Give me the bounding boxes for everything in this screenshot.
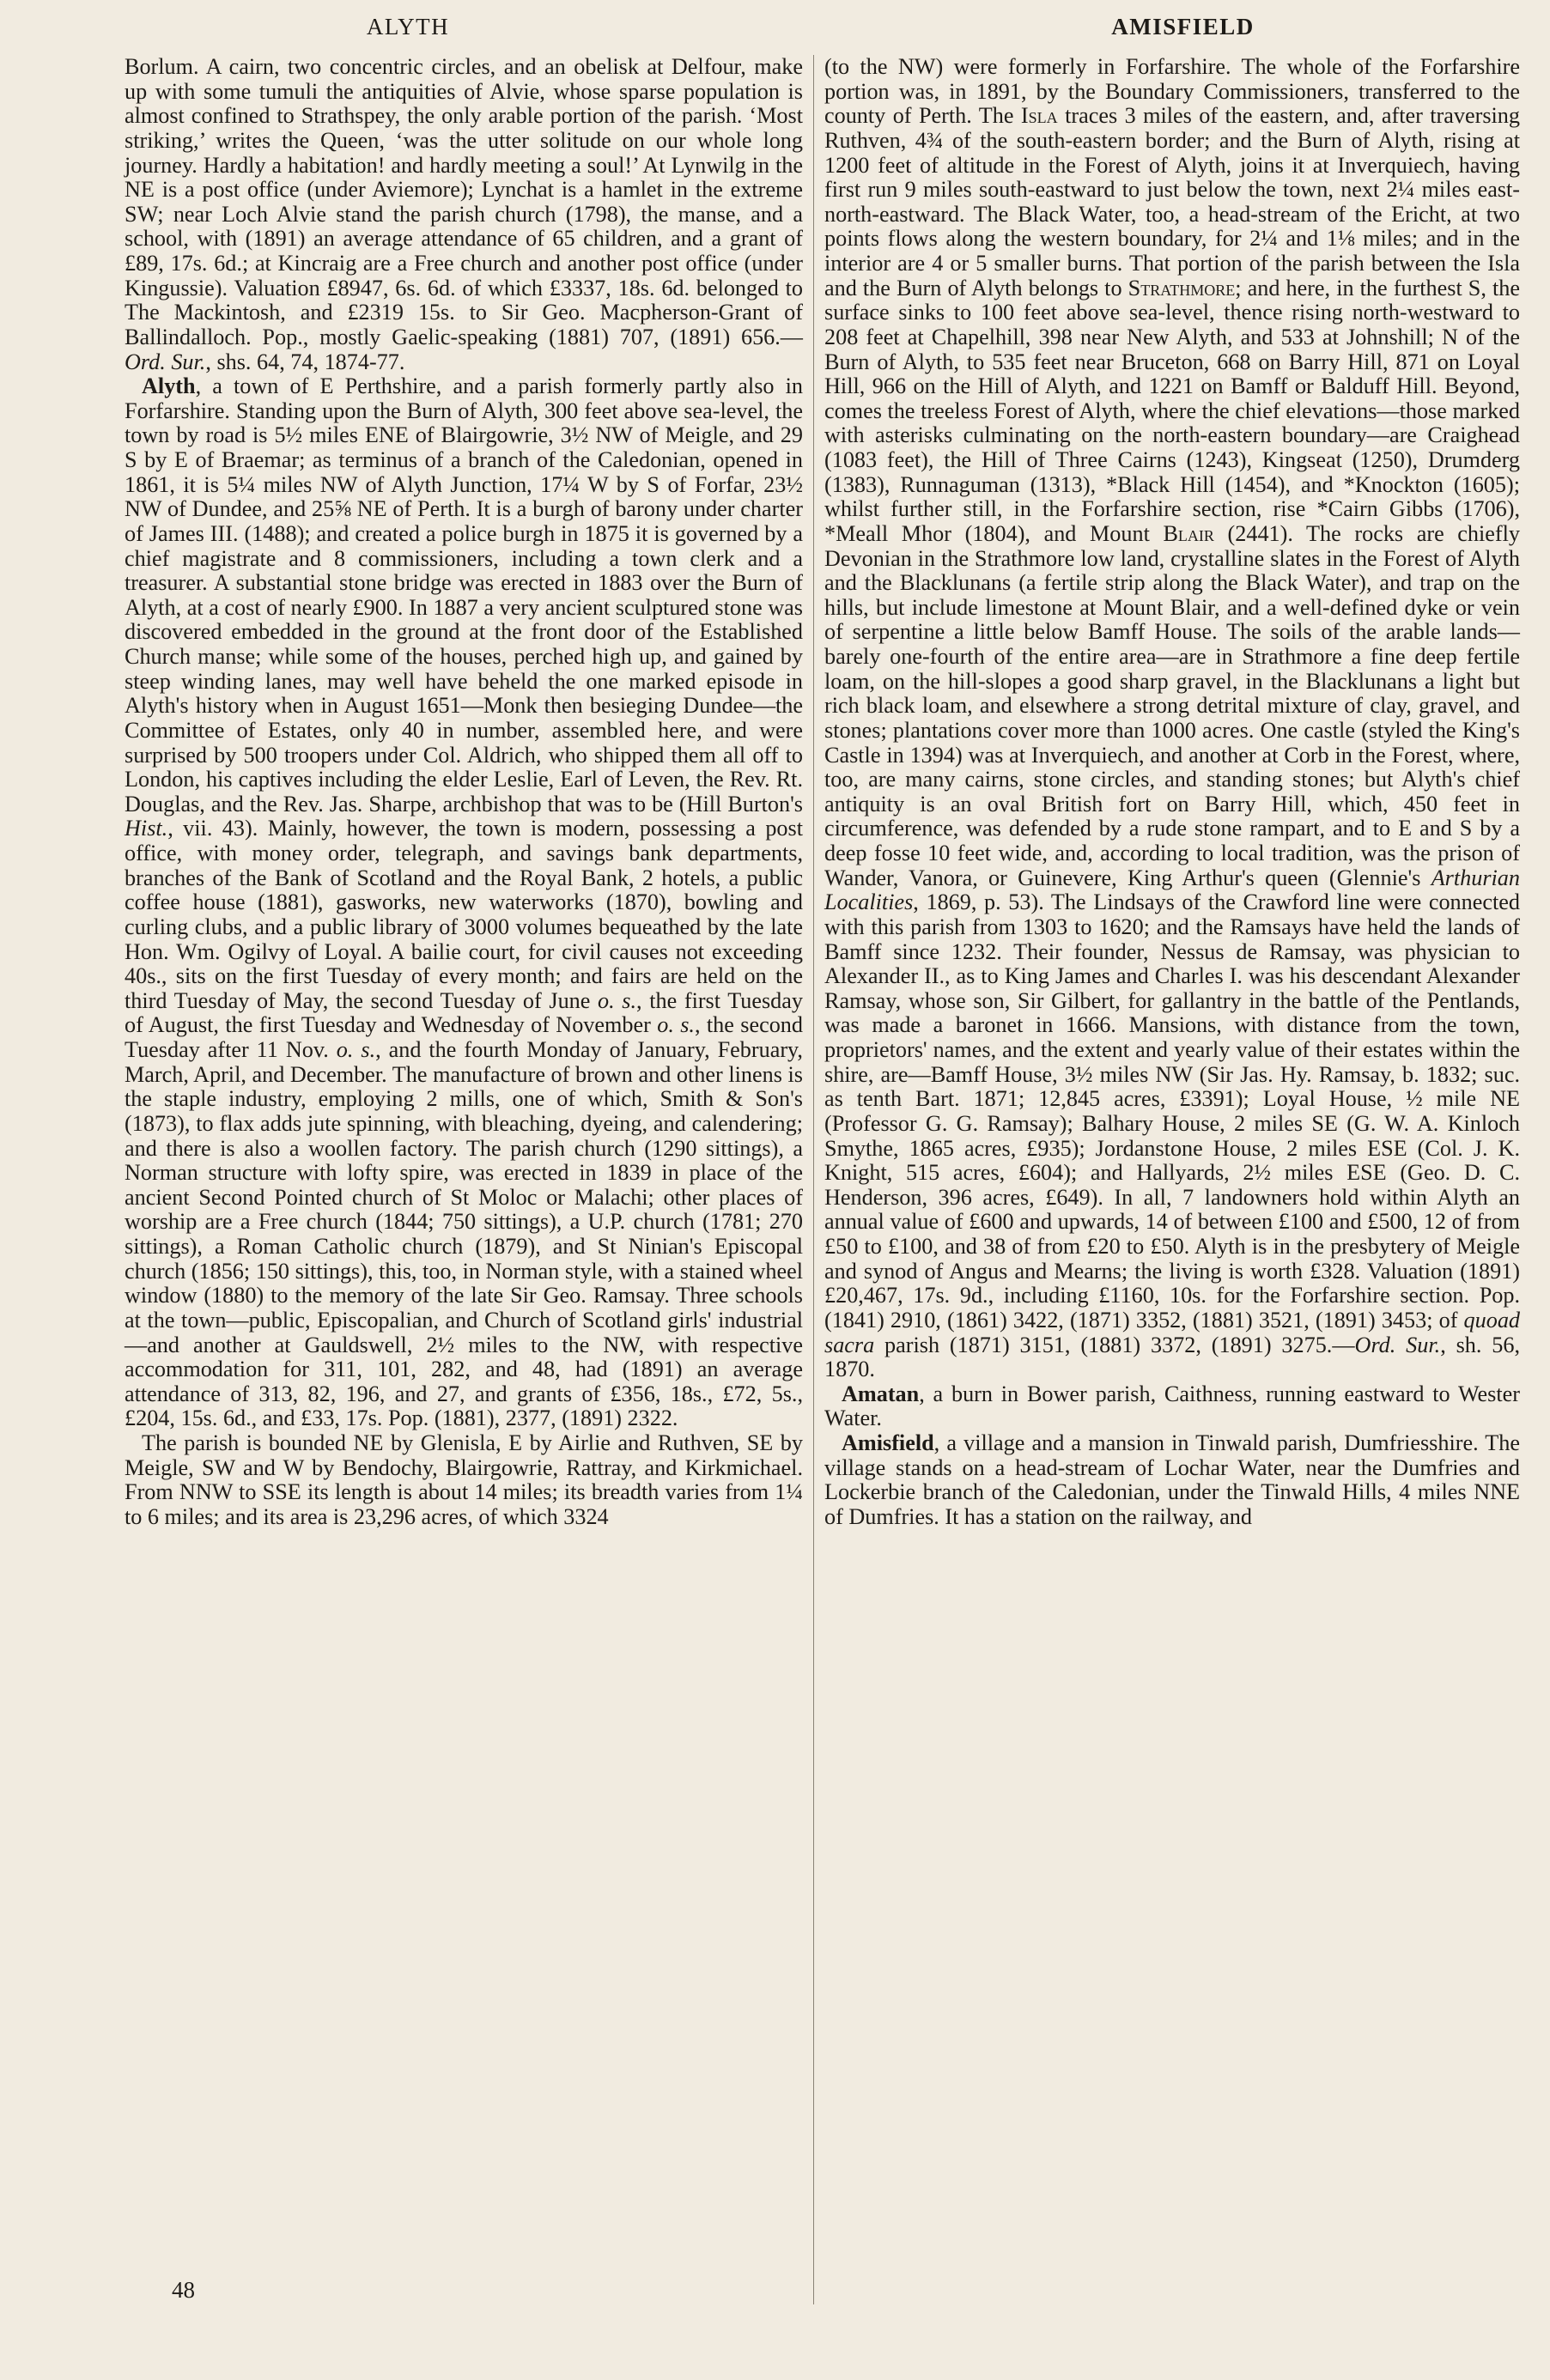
headword-alyth: Alyth (142, 373, 196, 399)
amisfield-entry: Amisfield, a village and a mansion in Tinwald parish, Dumfriesshire. The village stands on a head-stream of Lochar Water, near the Dumfries and Lockerbie branch of the Caledonian, under the Tinwald Hills, 4 miles NNE of Dumfries. It has a station on the railway, and (824, 1430, 1520, 1529)
headword-amisfield: Amisfield (842, 1430, 934, 1455)
running-head-left: ALYTH (366, 14, 450, 39)
alyth-entry: Alyth, a town of E Perthshire, and a parish formerly partly also in Forfarshire. Standing upon the Burn of Alyth, 300 feet above sea-level, the town by road is 5½ miles ENE of Blairgowrie, 3½ NW of Meigle, and 29 S by E of Braemar; as terminus of a branch of the Caledonian, opened in 1861, it is 5¼ miles NW of Alyth Junction, 17¼ W by S of Forfar, 23½ NW of Dundee, and 25⅝ NE of Perth. It is a burgh of barony under charter of James III. (1488); and created a police burgh in 1875 it is governed by a chief magistrate and 8 commissioners, including a town clerk and a treasurer. A substantial stone bridge was erected in 1883 over the Burn of Alyth, at a cost of nearly £900. In 1887 a very ancient sculptured stone was discovered embedded in the ground at the front door of the Established Church manse; while some of the houses, perched high up, and gained by steep winding lanes, may well have beheld the one marked episode in Alyth's history when in August 1651—Monk then besieging Dundee—the Committee of Estates, only 40 in number, assembled here, and were surprised by 500 troopers under Col. Aldrich, who shipped them all off to London, his captives including the elder Leslie, Earl of Leven, the Rev. Rt. Douglas, and the Rev. Jas. Sharpe, archbishop that was to be (Hill Burton's Hist., vii. 43). Mainly, however, the town is modern, possessing a post office, with money order, telegraph, and savings bank departments, branches of the Bank of Scotland and the Royal Bank, 2 hotels, a public coffee house (1881), gasworks, new waterworks (1870), bowling and curling clubs, and a public library of 3000 volumes bequeathed by the late Hon. Wm. Ogilvy of Loyal. A bailie court, for civil causes not exceeding 40s., sits on the first Tuesday of every month; and fairs are held on the third Tuesday of May, the second Tuesday of June o. s., the first Tuesday of August, the first Tuesday and Wednesday of November o. s., the second Tuesday after 11 Nov. o. s., and the fourth Monday of January, February, March, April, and December. The manufacture of brown and other linens is the staple industry, employing 2 mills, one of which, Smith & Son's (1873), to flax adds jute spinning, with bleaching, dyeing, and calendering; and there is also a woollen factory. The parish church (1290 sittings), a Norman structure with lofty spire, was erected in 1839 in place of the ancient Second Pointed church of St Moloc or Malachi; other places of worship are a Free church (1844; 750 sittings), a U.P. church (1781; 270 sittings), a Roman Catholic church (1879), and St Ninian's Episcopal church (1856; 150 sittings), this, too, in Norman style, with a stained wheel window (1880) to the memory of the late Sir Geo. Ramsay. Three schools at the town—public, Episcopalian, and Church of Scotland girls' industrial—and another at Gauldswell, 2½ miles to the NW, with respective accommodation for 311, 101, 282, and 48, had (1891) an average attendance of 313, 82, 196, and 27, and grants of £356, 18s., £72, 5s., £204, 15s. 6d., and £33, 17s. Pop. (1881), 2377, (1891) 2322. (125, 373, 803, 1431)
headword-amatan: Amatan (842, 1381, 920, 1406)
right-column (824, 55, 1520, 1530)
running-head-right: AMISFIELD (1111, 14, 1255, 39)
page-number: 48 (172, 2277, 195, 2303)
amatan-entry: Amatan, a burn in Bower parish, Caithness, running eastward to Wester Water. (824, 1381, 1520, 1431)
column-divider (813, 55, 814, 2304)
alyth-entry-continuation: (to the NW) were formerly in Forfarshire. The whole of the Forfarshire portion was, in 1891, by the Boundary Commissioners, transferred to the county of Perth. The Isla traces 3 miles of the eastern, and, after traversing Ruthven, 4¾ of the south-eastern border; and the Burn of Alyth, rising at 1200 feet of altitude in the Forest of Alyth, joins it at Inverquiech, having first run 9 miles south-eastward to just below the town, next 2¼ miles east-north-eastward. The Black Water, too, a head-stream of the Ericht, at two points flows along the western boundary, for 2¼ and 1⅛ miles; and in the interior are 4 or 5 smaller burns. That portion of the parish between the Isla and the Burn of Alyth belongs to Strathmore; and here, in the furthest S, the surface sinks to 100 feet above sea-level, thence rising north-westward to 208 feet at Chapelhill, 398 near New Alyth, and 533 at Johnshill; N of the Burn of Alyth, to 535 feet near Bruceton, 668 on Barry Hill, 871 on Loyal Hill, 966 on the Hill of Alyth, and 1221 on Bamff or Balduff Hill. Beyond, comes the treeless Forest of Alyth, where the chief elevations—those marked with asterisks culminating on the north-eastern boundary—are Craighead (1083 feet), the Hill of Three Cairns (1243), Kingseat (1250), Drumderg (1383), Runnaguman (1313), *Black Hill (1454), and *Knockton (1605); whilst further still, in the Forfarshire section, rise *Cairn Gibbs (1706), *Meall Mhor (1804), and Mount Blair (2441). The rocks are chiefly Devonian in the Strathmore low land, crystalline slates in the Forest of Alyth and the Blacklunans (a fertile strip along the Black Water), and trap on the hills, but include limestone at Mount Blair, and a well-defined dyke or vein of serpentine a little below Bamff House. The soils of the arable lands—barely one-fourth of the entire area—are in Strathmore a fine deep fertile loam, on the hill-slopes a good sharp gravel, in the Blacklunans a light but rich black loam, and elsewhere a strong detrital mixture of clay, gravel, and stones; plantations cover more than 1000 acres. One castle (styled the King's Castle in 1394) was at Inverquiech, and another at Corb in the Forest, where, too, are many cairns, stone circles, and standing stones; but Alyth's chief antiquity is an oval British fort on Barry Hill, which, 450 feet in circumference, was defended by a rude stone rampart, and to E and S by a deep fosse 10 feet wide, and, according to local tradition, was the prison of Wander, Vanora, or Guinevere, King Arthur's queen (Glennie's Arthurian Localities, 1869, p. 53). The Lindsays of the Crawford line were connected with this parish from 1303 to 1620; and the Ramsays have held the lands of Bamff since 1232. Their founder, Nessus de Ramsay, was physician to Alexander II., as to King James and Charles I. was his descendant Alexander Ramsay, whose son, Sir Gilbert, for gallantry in the battle of the Pentlands, was made a baronet in 1666. Mansions, with distance from the town, proprietors' names, and the extent and yearly value of their estates within the shire, are—Bamff House, 3½ miles NW (Sir Jas. Hy. Ramsay, b. 1832; suc. as tenth Bart. 1871; 12,845 acres, £3391); Loyal House, ½ mile NE (Professor G. G. Ramsay); Balhary House, 2 miles SE (G. W. A. Kinloch Smythe, 1865 acres, £935); Jordanstone House, 2 miles ESE (Col. J. K. Knight, 515 acres, £604); and Hallyards, 2½ miles ESE (Geo. D. C. Henderson, 396 acres, £649). In all, 7 landowners hold within Alyth an annual value of £600 and upwards, 14 of between £100 and £500, 12 of from £50 to £100, and 38 of from £20 to £50. Alyth is in the presbytery of Meigle and synod of Angus and Mearns; the living is worth £328. Valuation (1891) £20,467, 17s. 9d., including £1160, 10s. for the Forfarshire section. Pop. (1841) 2910, (1861) 3422, (1871) 3352, (1881) 3521, (1891) 3453; of quoad sacra parish (1871) 3151, (1881) 3372, (1891) 3275.—Ord. Sur., sh. 56, 1870. (824, 54, 1521, 1382)
left-column (125, 55, 803, 1530)
alvie-entry-continuation: Borlum. A cairn, two concentric circles, and an obelisk at Delfour, make up with some tumuli the antiquities of Alvie, whose sparse population is almost confined to Strathspey, the only arable portion of the parish. ‘Most striking,’ writes the Queen, ‘was the utter solitude on our whole long journey. Hardly a habitation! and hardly meeting a soul!’ At Lynwilg in the NE is a post office (under Aviemore); Lynchat is a hamlet in the extreme SW; near Loch Alvie stand the parish church (1798), the manse, and a school, with (1891) an average attendance of 65 children, and a grant of £89, 17s. 6d.; at Kincraig are a Free church and another post office (under Kingussie). Valuation £8947, 6s. 6d. of which £3337, 18s. 6d. belonged to The Mackintosh, and £2319 15s. to Sir Geo. Macpherson-Grant of Ballindalloch. Pop., mostly Gaelic-speaking (1881) 707, (1891) 656.—Ord. Sur., shs. 64, 74, 1874-77. (125, 54, 803, 374)
alyth-parish-paragraph: The parish is bounded NE by Glenisla, E by Airlie and Ruthven, SE by Meigle, SW and W by Bendochy, Blairgowrie, Rattray, and Kirkmichael. From NNW to SSE its length is about 14 miles; its breadth varies from 1¼ to 6 miles; and its area is 23,296 acres, of which 3324 (125, 1430, 803, 1529)
